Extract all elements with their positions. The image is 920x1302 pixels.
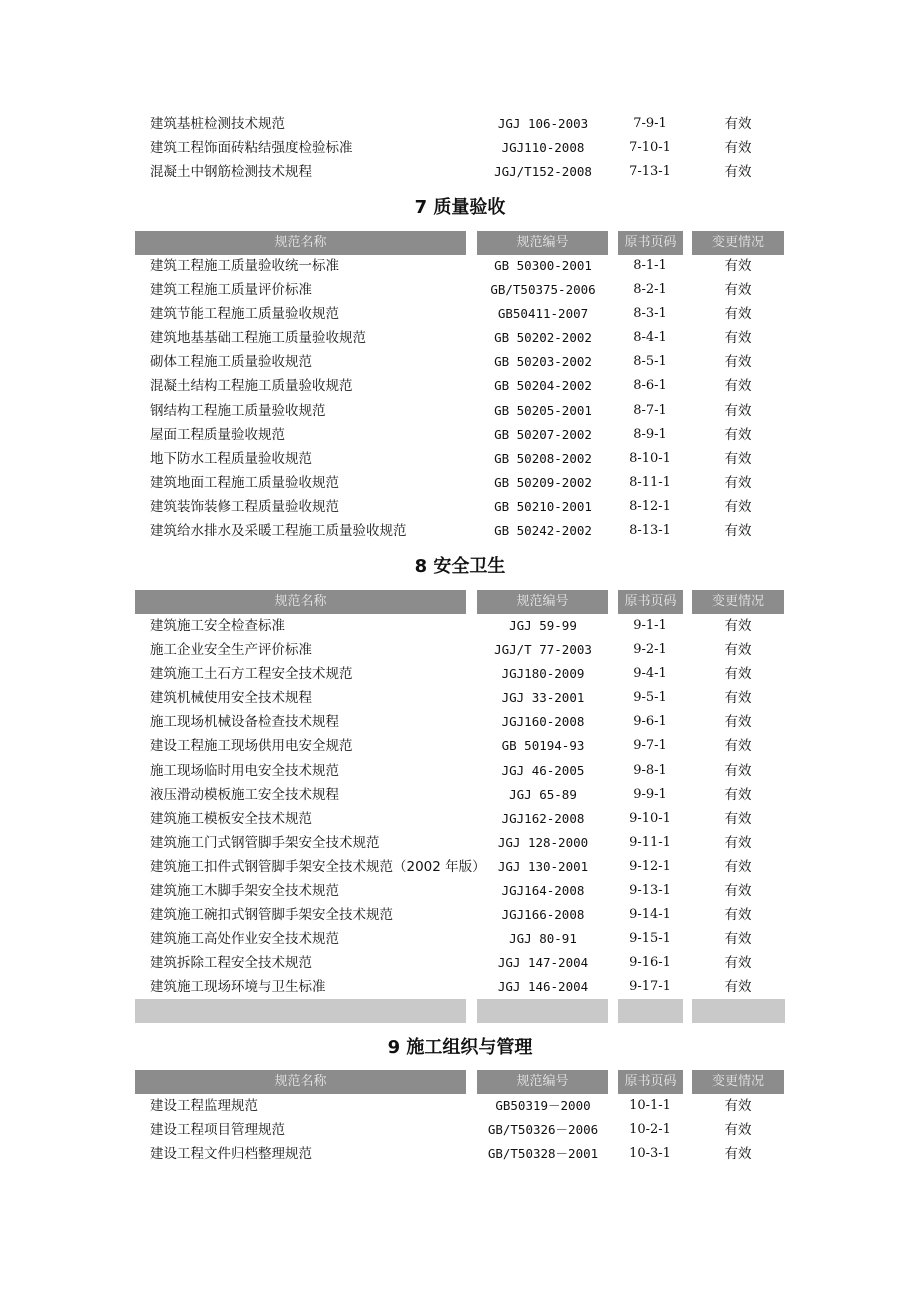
header-code: 规范编号: [477, 231, 608, 255]
table-row: [0, 879, 920, 903]
status: 有效: [724, 426, 752, 443]
table-row: [0, 495, 920, 519]
header-status: 变更情况: [692, 1070, 784, 1094]
page-ref: 8-12-1: [629, 498, 671, 514]
spec-name: 钢结构工程施工质量验收规范: [150, 402, 326, 419]
footer-cell: [692, 999, 785, 1023]
status: 有效: [724, 666, 752, 683]
table-row: [0, 423, 920, 447]
table-row: [0, 302, 920, 326]
page-ref: 8-2-1: [633, 282, 667, 298]
spec-name: 建筑施工现场环境与卫生标准: [150, 979, 326, 996]
status: 有效: [724, 523, 752, 540]
table-row: [0, 1118, 920, 1142]
spec-name: 建筑施工门式钢管脚手架安全技术规范: [150, 834, 380, 851]
spec-code: JGJ162-2008: [501, 810, 585, 826]
spec-code: JGJ 59-99: [509, 618, 577, 633]
table-row: [0, 254, 920, 278]
status: 有效: [724, 354, 752, 371]
table-row: [0, 638, 920, 662]
spec-name: 建筑施工土石方工程安全技术规范: [150, 666, 353, 683]
spec-name: 混凝土结构工程施工质量验收规范: [150, 378, 353, 395]
spec-code: GB 50208-2002: [494, 450, 592, 466]
page-ref: 10-3-1: [629, 1146, 671, 1162]
table-row: [0, 903, 920, 927]
table-row: [0, 855, 920, 879]
page-ref: 8-3-1: [633, 306, 667, 322]
page-ref: 9-12-1: [629, 858, 671, 874]
table-row: [0, 350, 920, 374]
table-footer-bar: [135, 999, 785, 1023]
spec-code: GB/T50326－2006: [487, 1122, 599, 1138]
status: 有效: [724, 164, 752, 181]
status: 有效: [724, 282, 752, 299]
table-row: [0, 374, 920, 398]
page-ref: 9-15-1: [629, 931, 671, 947]
header-name: 规范名称: [135, 231, 466, 255]
spec-code: GB 50194-93: [501, 738, 585, 754]
table-row: [0, 686, 920, 710]
spec-code: JGJ164-2008: [501, 883, 585, 899]
header-name: 规范名称: [135, 590, 466, 614]
table-row: [0, 710, 920, 734]
status: 有效: [724, 714, 752, 731]
header-name: 规范名称: [135, 1070, 466, 1094]
spec-code: GB50411-2007: [497, 306, 589, 322]
spec-code: JGJ/T 77-2003: [494, 642, 592, 658]
spec-code: JGJ 33-2001: [501, 690, 585, 706]
status: 有效: [724, 834, 752, 851]
status: 有效: [724, 1146, 752, 1163]
status: 有效: [724, 907, 752, 924]
section-table: [0, 1094, 920, 1166]
table-row: [0, 160, 920, 184]
page-ref: 10-2-1: [629, 1122, 671, 1138]
spec-name: 建设工程项目管理规范: [150, 1122, 285, 1139]
spec-code: GB 50203-2002: [494, 354, 592, 370]
page-ref: 8-11-1: [629, 474, 671, 490]
spec-name: 建筑施工模板安全技术规范: [150, 810, 312, 827]
status: 有效: [724, 330, 752, 347]
spec-code: JGJ166-2008: [501, 907, 585, 923]
spec-name: 建筑工程施工质量评价标准: [150, 282, 312, 299]
status: 有效: [724, 883, 752, 900]
table-row: [0, 112, 920, 136]
section-title: 7 质量验收: [414, 197, 506, 218]
footer-cell: [477, 999, 608, 1023]
status: 有效: [724, 450, 752, 467]
page-ref: 8-9-1: [633, 426, 667, 442]
page-ref: 9-6-1: [633, 714, 667, 730]
page-ref: 8-5-1: [633, 354, 667, 370]
spec-code: JGJ160-2008: [501, 714, 585, 730]
spec-name: 建筑地面工程施工质量验收规范: [150, 474, 339, 491]
page-ref: 9-14-1: [629, 907, 671, 923]
spec-name: 施工现场临时用电安全技术规范: [150, 762, 339, 779]
spec-code: JGJ180-2009: [501, 666, 585, 682]
footer-cell: [618, 999, 683, 1023]
continuation-table: [0, 112, 920, 184]
status: 有效: [724, 979, 752, 996]
table-row: [0, 614, 920, 638]
table-row: [0, 278, 920, 302]
table-row: [0, 519, 920, 543]
spec-name: 建设工程施工现场供用电安全规范: [150, 738, 353, 755]
spec-code: JGJ 146-2004: [497, 979, 589, 995]
spec-code: GB 50210-2001: [494, 498, 592, 514]
spec-name: 建筑拆除工程安全技术规范: [150, 955, 312, 972]
page-ref: 8-10-1: [629, 450, 671, 466]
page-ref: 8-1-1: [633, 258, 667, 273]
spec-name: 屋面工程质量验收规范: [150, 426, 285, 443]
spec-name: 液压滑动模板施工安全技术规程: [150, 786, 339, 803]
spec-name: 施工企业安全生产评价标准: [150, 642, 312, 659]
spec-name: 建筑施工高处作业安全技术规范: [150, 931, 339, 948]
spec-name: 建筑施工安全检查标准: [150, 618, 285, 634]
spec-name: 建筑基桩检测技术规范: [150, 116, 285, 132]
spec-code: GB 50300-2001: [494, 258, 592, 273]
spec-code: GB 50202-2002: [494, 330, 592, 346]
table-row: [0, 1094, 920, 1118]
section-table: [0, 614, 920, 1000]
spec-code: JGJ 65-89: [509, 786, 577, 802]
status: 有效: [724, 786, 752, 803]
page-ref: 9-17-1: [629, 979, 671, 995]
section-title: 9 施工组织与管理: [387, 1037, 533, 1058]
spec-name: 建筑施工碗扣式钢管脚手架安全技术规范: [150, 907, 393, 924]
status: 有效: [724, 690, 752, 707]
spec-name: 砌体工程施工质量验收规范: [150, 354, 312, 371]
page-ref: 9-9-1: [633, 786, 667, 802]
table-header: [0, 231, 920, 255]
table-row: [0, 831, 920, 855]
page-ref: 9-1-1: [633, 618, 667, 633]
status: 有效: [724, 1098, 752, 1114]
status: 有效: [724, 140, 752, 157]
status: 有效: [724, 642, 752, 659]
spec-name: 建筑地基基础工程施工质量验收规范: [150, 330, 366, 347]
spec-name: 建设工程监理规范: [150, 1098, 258, 1114]
page-ref: 9-7-1: [633, 738, 667, 754]
header-code: 规范编号: [477, 1070, 608, 1094]
table-row: [0, 136, 920, 160]
table-row: [0, 783, 920, 807]
spec-name: 建筑机械使用安全技术规程: [150, 690, 312, 707]
spec-name: 建筑工程施工质量验收统一标准: [150, 258, 339, 274]
status: 有效: [724, 931, 752, 948]
spec-code: GB/T50375-2006: [490, 282, 596, 298]
status: 有效: [724, 474, 752, 491]
table-header: [0, 590, 920, 614]
table-row: [0, 951, 920, 975]
header-status: 变更情况: [692, 590, 784, 614]
spec-code: JGJ 130-2001: [497, 858, 589, 874]
header-status: 变更情况: [692, 231, 784, 255]
page-ref: 9-8-1: [633, 762, 667, 778]
table-row: [0, 326, 920, 350]
spec-code: GB/T50328－2001: [487, 1146, 599, 1162]
page-ref: 9-11-1: [629, 834, 671, 850]
spec-code: JGJ 147-2004: [497, 955, 589, 971]
header-code: 规范编号: [477, 590, 608, 614]
spec-code: JGJ 128-2000: [497, 834, 589, 850]
page-ref: 8-13-1: [629, 523, 671, 539]
status: 有效: [724, 402, 752, 419]
spec-name: 建筑工程饰面砖粘结强度检验标准: [150, 140, 353, 157]
footer-cell: [135, 999, 466, 1023]
spec-name: 地下防水工程质量验收规范: [150, 450, 312, 467]
spec-code: GB 50209-2002: [494, 474, 592, 490]
spec-name: 建设工程文件归档整理规范: [150, 1146, 312, 1163]
table-row: [0, 734, 920, 758]
page-ref: 8-6-1: [633, 378, 667, 394]
spec-code: GB 50205-2001: [494, 402, 592, 418]
spec-code: GB 50207-2002: [494, 426, 592, 442]
page-ref: 8-4-1: [633, 330, 667, 346]
spec-code: JGJ 46-2005: [501, 762, 585, 778]
table-row: [0, 927, 920, 951]
spec-code: JGJ/T152-2008: [494, 164, 592, 180]
page-ref: 9-4-1: [633, 666, 667, 682]
page-ref: 9-2-1: [633, 642, 667, 658]
table-row: [0, 1142, 920, 1166]
header-page: 原书页码: [618, 590, 683, 614]
spec-code: JGJ 106-2003: [497, 116, 589, 131]
status: 有效: [724, 618, 752, 634]
spec-code: GB 50204-2002: [494, 378, 592, 394]
spec-code: GB 50242-2002: [494, 523, 592, 539]
spec-code: GB50319－2000: [495, 1098, 591, 1113]
page-ref: 7-13-1: [629, 164, 671, 180]
status: 有效: [724, 498, 752, 515]
page-ref: 8-7-1: [633, 402, 667, 418]
page-ref: 9-16-1: [629, 955, 671, 971]
spec-code: JGJ110-2008: [501, 140, 585, 156]
spec-name: 建筑施工扣件式钢管脚手架安全技术规范（2002 年版）: [150, 858, 486, 875]
page-ref: 9-5-1: [633, 690, 667, 706]
table-row: [0, 447, 920, 471]
status: 有效: [724, 378, 752, 395]
status: 有效: [724, 858, 752, 875]
page-ref: 9-13-1: [629, 883, 671, 899]
page-ref: 7-9-1: [633, 116, 667, 131]
page-ref: 9-10-1: [629, 810, 671, 826]
spec-name: 施工现场机械设备检查技术规程: [150, 714, 339, 731]
table-row: [0, 471, 920, 495]
spec-name: 建筑施工木脚手架安全技术规范: [150, 883, 339, 900]
status: 有效: [724, 955, 752, 972]
spec-code: JGJ 80-91: [509, 931, 577, 947]
table-row: [0, 759, 920, 783]
spec-name: 建筑装饰装修工程质量验收规范: [150, 498, 339, 515]
table-row: [0, 662, 920, 686]
spec-name: 建筑给水排水及采暖工程施工质量验收规范: [150, 523, 407, 540]
status: 有效: [724, 762, 752, 779]
table-row: [0, 399, 920, 423]
page-ref: 10-1-1: [629, 1098, 671, 1113]
header-page: 原书页码: [618, 1070, 683, 1094]
section-title: 8 安全卫生: [414, 556, 506, 577]
section-table: [0, 254, 920, 543]
table-row: [0, 975, 920, 999]
status: 有效: [724, 306, 752, 323]
status: 有效: [724, 258, 752, 274]
page-ref: 7-10-1: [629, 140, 671, 156]
status: 有效: [724, 1122, 752, 1139]
header-page: 原书页码: [618, 231, 683, 255]
status: 有效: [724, 810, 752, 827]
status: 有效: [724, 116, 752, 132]
table-header: [0, 1070, 920, 1094]
status: 有效: [724, 738, 752, 755]
table-row: [0, 807, 920, 831]
spec-name: 混凝土中钢筋检测技术规程: [150, 164, 312, 181]
spec-name: 建筑节能工程施工质量验收规范: [150, 306, 339, 323]
